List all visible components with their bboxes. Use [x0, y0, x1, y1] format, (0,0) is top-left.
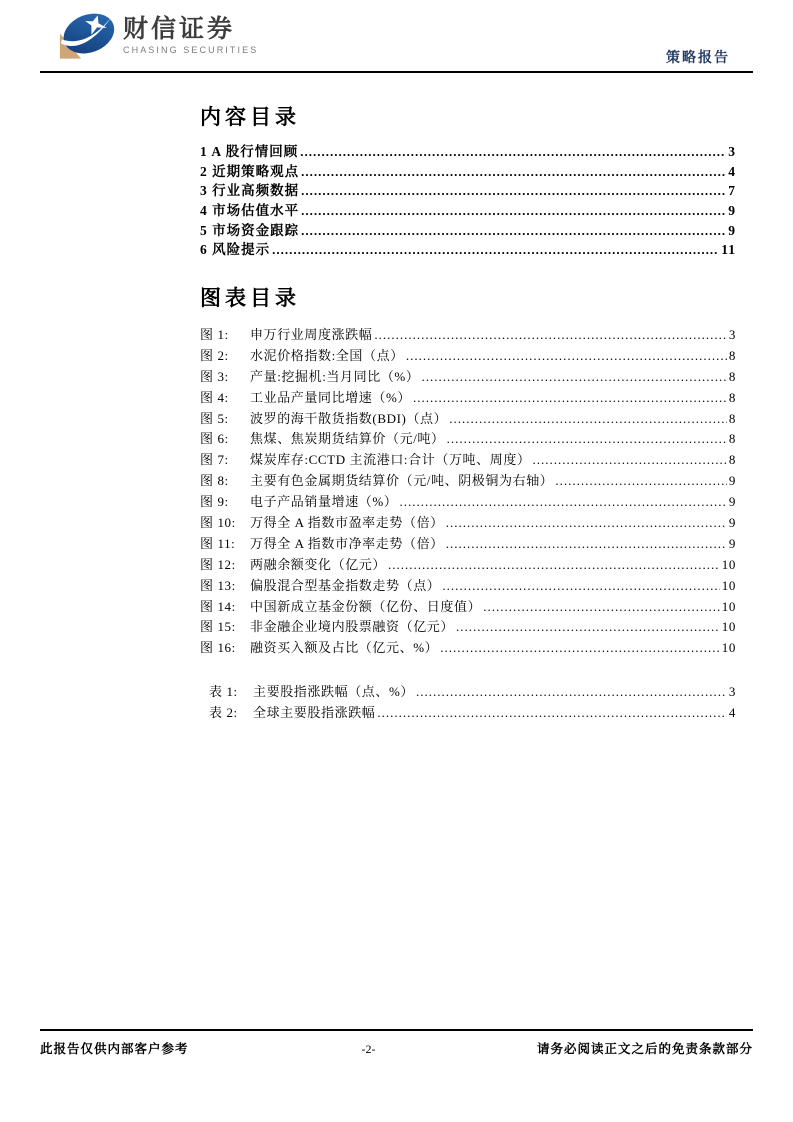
dot-leader [272, 242, 719, 258]
footer-page-number: -2- [361, 1042, 376, 1056]
table-entry-title: 主要股指涨跌幅（点、%） [253, 684, 415, 699]
figure-entry-page: 8 [728, 452, 736, 468]
figure-entry-title: 非金融企业境内股票融资（亿元） [250, 619, 455, 635]
figure-entry [200, 491, 736, 512]
figure-entry-number: 图 12: [200, 556, 236, 572]
figure-entry-number: 图 5: [200, 410, 229, 426]
header-divider [40, 71, 753, 73]
figure-entry-page: 8 [728, 410, 736, 426]
table-entry-title: 全球主要股指涨跌幅 [253, 704, 376, 720]
toc-list [200, 140, 736, 258]
figure-entry-title: 中国新成立基金份额（亿份、日度值） [250, 598, 482, 614]
figure-entry-title: 产量:挖掘机:当月同比（%） [250, 368, 420, 384]
figure-entry [200, 345, 736, 366]
figure-entry-number: 图 3: [200, 368, 229, 384]
figures-section-title: 图表目录 [200, 286, 300, 310]
figure-entry-page: 9 [728, 515, 736, 531]
dot-leader [449, 411, 727, 427]
figure-entry-title: 申万行业周度涨跌幅 [250, 327, 373, 342]
footer-disclaimer-left: 此报告仅供内部客户参考 [40, 1042, 189, 1056]
figure-entry-number: 图 13: [200, 577, 236, 593]
toc-entry-label: 6 风险提示 [200, 242, 271, 258]
figure-entry-page: 3 [728, 327, 736, 342]
toc-entry [200, 179, 736, 199]
table-entry [200, 702, 736, 723]
table-entry-page: 3 [728, 684, 736, 699]
figure-entry-number: 图 14: [200, 598, 236, 614]
figure-entry-page: 8 [728, 347, 736, 363]
table-entry [200, 681, 736, 702]
figure-entry-page: 8 [728, 389, 736, 405]
figure-entry-page: 10 [721, 640, 736, 656]
report-type-label: 策略报告 [666, 51, 730, 66]
figure-entry [200, 637, 736, 658]
figure-entry-title: 煤炭库存:CCTD 主流港口:合计（万吨、周度） [250, 452, 531, 468]
toc-entry [200, 238, 736, 258]
dot-leader [301, 164, 726, 180]
dot-leader [300, 144, 726, 160]
figure-entry [200, 533, 736, 554]
toc-section-title: 内容目录 [200, 105, 300, 129]
figure-entry-page: 8 [728, 431, 736, 447]
figure-entry-title: 水泥价格指数:全国（点） [250, 347, 404, 363]
figure-list [200, 324, 736, 658]
figure-entry [200, 512, 736, 533]
figure-entry-number: 图 16: [200, 640, 236, 656]
figure-entry-number: 图 7: [200, 452, 229, 468]
dot-leader [456, 619, 720, 635]
dot-leader [406, 348, 727, 364]
figure-entry-page: 9 [728, 473, 736, 489]
dot-leader [388, 557, 720, 573]
dot-leader [555, 473, 726, 489]
figure-entry-title: 万得全 A 指数市净率走势（倍） [250, 535, 444, 551]
chasing-securities-logo-icon [57, 8, 115, 61]
dot-leader [377, 705, 726, 721]
toc-entry-page: 3 [728, 144, 736, 159]
figure-entry-page: 10 [721, 598, 736, 614]
dot-leader [374, 327, 726, 343]
figure-entry-number: 图 2: [200, 347, 229, 363]
dot-leader [440, 640, 720, 656]
figure-entry-number: 图 8: [200, 473, 229, 489]
toc-entry-label: 4 市场估值水平 [200, 203, 300, 219]
dot-leader [446, 515, 727, 531]
figure-entry-title: 电子产品销量增速（%） [250, 494, 398, 510]
figure-entry [200, 324, 736, 345]
dot-leader [301, 203, 726, 219]
figure-entry-title: 波罗的海干散货指数(BDI)（点） [250, 410, 448, 426]
figure-entry [200, 596, 736, 617]
toc-entry-page: 7 [728, 183, 736, 199]
toc-entry-label: 1 A 股行情回顾 [200, 144, 299, 159]
figure-entry-title: 万得全 A 指数市盈率走势（倍） [250, 515, 444, 531]
dot-leader [301, 183, 726, 199]
figure-entry-number: 图 9: [200, 494, 229, 510]
company-logo [57, 8, 258, 61]
toc-entry-label: 2 近期策略观点 [200, 163, 300, 179]
table-entry-page: 4 [728, 704, 736, 720]
figure-entry-number: 图 4: [200, 389, 229, 405]
figure-entry-number: 图 6: [200, 431, 229, 447]
dot-leader [413, 390, 727, 406]
toc-entry-label: 3 行业高频数据 [200, 183, 300, 199]
logo-company-name-en: CHASING SECURITIES [123, 45, 259, 55]
logo-text [123, 8, 258, 55]
logo-company-name: 财信证券 [123, 15, 236, 43]
dot-leader [416, 684, 727, 700]
dot-leader [399, 494, 726, 510]
page-header [40, 0, 753, 72]
toc-entry-page: 9 [728, 203, 736, 219]
toc-entry [200, 140, 736, 160]
footer-disclaimer-right: 请务必阅读正文之后的免责条款部分 [536, 1042, 753, 1056]
toc-entry-page: 4 [728, 163, 736, 179]
figure-entry-title: 主要有色金属期货结算价（元/吨、阴极铜为右轴） [250, 473, 554, 489]
dot-leader [442, 578, 719, 594]
figure-entry-title: 融资买入额及占比（亿元、%） [250, 640, 439, 656]
table-entry-number: 表 2: [209, 704, 238, 720]
dot-leader [483, 599, 720, 615]
figure-entry [200, 428, 736, 449]
figure-entry-page: 10 [721, 577, 736, 593]
table-list [200, 681, 736, 722]
figure-entry [200, 616, 736, 637]
dot-leader [447, 431, 727, 447]
figure-entry [200, 449, 736, 470]
toc-entry-page: 9 [728, 222, 736, 238]
figure-entry [200, 470, 736, 491]
figure-entry-number: 图 15: [200, 619, 236, 635]
figure-entry [200, 366, 736, 387]
footer-divider [40, 1029, 753, 1031]
toc-entry [200, 199, 736, 219]
figure-entry-number: 图 10: [200, 515, 236, 531]
footer-line [40, 1039, 753, 1057]
figure-entry-title: 两融余额变化（亿元） [250, 556, 387, 572]
figure-entry-page: 9 [728, 494, 736, 510]
figure-entry-title: 工业品产量同比增速（%） [250, 389, 412, 405]
figure-entry-title: 焦煤、焦炭期货结算价（元/吨） [250, 431, 445, 447]
page-footer [40, 1029, 753, 1057]
figure-entry-number: 图 1: [200, 327, 229, 342]
figure-entry [200, 575, 736, 596]
figure-entry [200, 554, 736, 575]
figure-entry [200, 387, 736, 408]
dot-leader [446, 536, 727, 552]
toc-entry-page: 11 [721, 242, 736, 258]
figure-entry-page: 8 [728, 368, 736, 384]
figure-entry-number: 图 11: [200, 535, 236, 551]
dot-leader [533, 452, 727, 468]
toc-entry [200, 219, 736, 239]
figure-entry [200, 408, 736, 429]
dot-leader [421, 369, 726, 385]
figure-entry-page: 10 [721, 619, 736, 635]
figure-entry-title: 偏股混合型基金指数走势（点） [250, 577, 441, 593]
figure-entry-page: 9 [728, 535, 736, 551]
table-entry-number: 表 1: [209, 684, 238, 699]
figure-entry-page: 10 [721, 556, 736, 572]
toc-entry-label: 5 市场资金跟踪 [200, 222, 300, 238]
toc-entry [200, 160, 736, 180]
dot-leader [301, 223, 726, 239]
